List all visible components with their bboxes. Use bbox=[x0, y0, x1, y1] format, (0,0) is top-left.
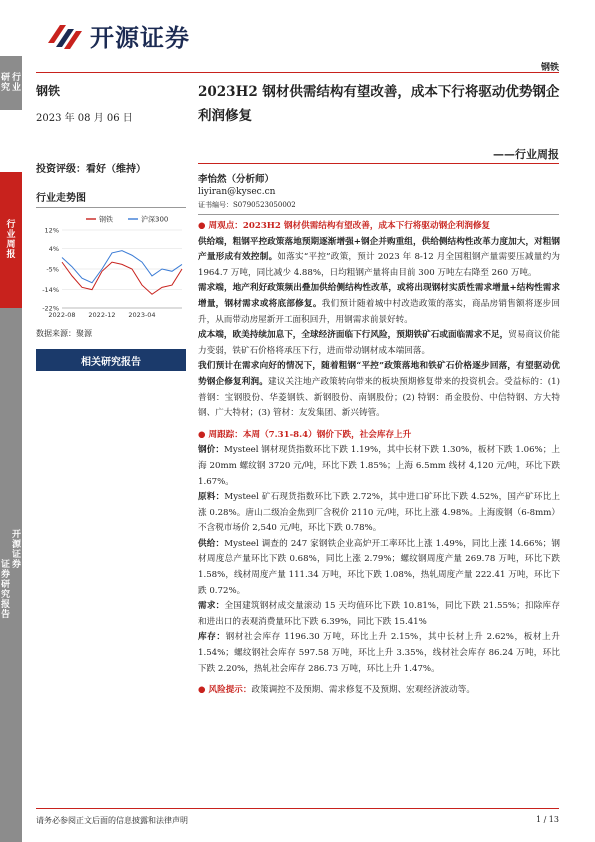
paragraph-price bbox=[198, 443, 560, 490]
paragraph-cost bbox=[198, 328, 560, 359]
bullet-icon: ● bbox=[198, 685, 206, 696]
weekly-heading-text: 周跟踪：本周（7.31-8.4）钢价下跌，社会库存上升 bbox=[208, 429, 412, 440]
paragraph-demand-bold: 需求端，地产利好政策频出叠加供给侧结构性改革，或将出现钢材实质性需求增量+结构性需求增量，钢材需求或将底部修复。 bbox=[198, 283, 560, 309]
supply-label: 供给： bbox=[198, 538, 225, 549]
legend-label: 钢铁 bbox=[99, 215, 113, 224]
brand-logo bbox=[44, 18, 190, 53]
y-tick-label: -22% bbox=[42, 304, 59, 313]
left-column bbox=[36, 80, 186, 371]
report-type: ——行业周报 bbox=[493, 148, 559, 161]
sector-name: 钢铁 bbox=[36, 84, 61, 98]
related-reports-button[interactable]: 相关研究报告 bbox=[36, 349, 186, 371]
paragraph-cost-text: 贸易商议价能力变弱，铁矿石价格将承压下行，进而带动钢材成本端回落。 bbox=[198, 330, 560, 356]
paragraph-outlook-text: 建议关注地产政策转向带来的板块预期修复带来的投资机会。受益标的：(1) 普钢：宝钢股份、华菱钢铁、新钢股份、南钢股份；(2) 特钢：甬金股份、中信特钢、方大特钢、广大特材；(3) 管材：友发集团、新兴铸管。 bbox=[198, 376, 560, 419]
stock-label: 库存： bbox=[198, 632, 226, 643]
title-rule bbox=[198, 163, 559, 164]
page-number: 1 / 13 bbox=[535, 815, 559, 824]
risk-heading-text: 风险提示： bbox=[208, 685, 252, 696]
paragraph-outlook-bold: 我们预计在需求向好的情况下，随着粗钢“平控”政策落地和铁矿石价格逐步回落，有望驱动优势钢企修复利润。 bbox=[198, 361, 560, 387]
y-tick-label: -14% bbox=[42, 286, 59, 295]
y-tick-label: 12% bbox=[44, 226, 59, 235]
paragraph-demand bbox=[198, 281, 560, 328]
paragraph-demand-weekly bbox=[198, 599, 560, 630]
viewpoint-heading-text: 周观点：2023H2 钢材供需结构有望改善，成本下行将驱动钢企利润修复 bbox=[208, 221, 491, 231]
x-tick-label: 2022-08 bbox=[48, 311, 76, 319]
raw-label: 原料： bbox=[198, 492, 225, 503]
industry-tag: 钢铁 bbox=[540, 63, 559, 73]
paragraph-outlook bbox=[198, 359, 560, 421]
report-title: 2023H2 钢材供需结构有望改善，成本下行将驱动优势钢企利润修复 bbox=[198, 84, 560, 124]
paragraph-raw bbox=[198, 490, 560, 537]
side-band-weekly: 行 业 周 报 bbox=[0, 172, 22, 308]
price-label: 钢价： bbox=[198, 445, 225, 456]
demand-text: 全国建筑钢材成交量滚动 15 天均值环比下跌 10.81%，同比下跌 21.55%；扣除库存和进出口的表观消费量环比下跌 6.39%，同比下跌 15.41% bbox=[198, 601, 560, 627]
analyst-block bbox=[198, 173, 296, 212]
supply-text: Mysteel 调查的 247 家钢铁企业高炉开工率环比上涨 1.49%，同比上涨 14.66%；钢材周度总产量环比下跌 0.68%，同比上涨 2.79%；螺纹钢周度产量 269.78 万吨，环比下跌 1.58%，线材周度产量 111.34 万吨，环比下跌 1.08%，热轧周度产量 222.41 万吨，环比下跌 0.72%。 bbox=[198, 538, 560, 596]
paragraph-supply-text: 如落实“平控”政策，预计 2023 年 8-12 月全国粗钢产量需要压减量约为 1964.7 万吨，同比减少 4.88%，日均粗钢产量将由目前 300 万吨左右降至 260 万吨。 bbox=[198, 252, 560, 278]
bullet-icon: ● bbox=[198, 221, 206, 231]
series-line-1 bbox=[62, 251, 182, 283]
analyst-name: 李怡然（分析师） bbox=[198, 174, 275, 185]
data-source: 数据来源：聚源 bbox=[36, 329, 92, 338]
x-tick-label: 2022-12 bbox=[88, 311, 116, 319]
trend-chart-title: 行业走势图 bbox=[36, 189, 186, 208]
paragraph-demand-text: 我们预计随着城中村改造政策的落实，商品房销售额将逐步回升，从而带动房屋新开工面积回升，用钢需求前景好转。 bbox=[198, 298, 560, 325]
report-body bbox=[198, 219, 560, 699]
investment-rating: 投资评级：看好（维持） bbox=[36, 164, 146, 175]
bullet-icon: ● bbox=[198, 429, 206, 440]
y-tick-label: 4% bbox=[48, 244, 59, 253]
footer-disclaimer: 请务必参阅正文后面的信息披露和法律声明 bbox=[36, 816, 188, 825]
y-tick-label: -5% bbox=[46, 265, 59, 274]
raw-text: Mysteel 矿石现货指数环比下跌 2.72%，其中进口矿环比下跌 4.52%，国产矿环比上涨 0.28%。唐山二级冶金焦到厂含税价 2110 元/吨，环比上涨 4.98%。上海废钢（6-8mm）不含税市场价 2,540 元/吨，环比下跌 0.78%。 bbox=[198, 492, 560, 534]
report-date: 2023 年 08 月 06 日 bbox=[36, 113, 133, 124]
footer-rule bbox=[36, 808, 559, 809]
risk-text: 政策调控不及预期、需求修复不及预期、宏观经济波动等。 bbox=[251, 685, 475, 696]
paragraph-supply-weekly bbox=[198, 537, 560, 599]
paragraph-supply bbox=[198, 235, 560, 282]
top-rule bbox=[36, 72, 559, 73]
analyst-rule bbox=[198, 214, 559, 215]
price-text: Mysteel 钢材现货指数环比下跌 1.19%，其中长材下跌 1.30%，板材下跌 1.06%；上海 20mm 螺纹钢 3720 元/吨，环比下跌 1.85%；上海 6.5mm 线材 4,120 元/吨，环比下跌 1.67%。 bbox=[198, 445, 560, 487]
weekly-heading bbox=[198, 428, 560, 444]
paragraph-stock bbox=[198, 630, 560, 677]
analyst-email[interactable]: liyiran@kysec.cn bbox=[198, 187, 276, 197]
trend-chart-svg bbox=[36, 212, 186, 324]
x-tick-label: 2023-04 bbox=[128, 311, 156, 319]
risk-heading bbox=[198, 685, 251, 695]
brand-logo-icon bbox=[44, 21, 84, 51]
viewpoint-heading bbox=[198, 219, 560, 235]
trend-chart bbox=[36, 212, 186, 324]
paragraph-cost-bold: 成本端，欧美持续加息下，全球经济面临下行风险，预期铁矿石或面临需求不足， bbox=[198, 330, 509, 341]
brand-name: 开源证券 bbox=[90, 24, 190, 52]
risk-paragraph bbox=[198, 683, 560, 699]
demand-label: 需求： bbox=[198, 601, 225, 612]
stock-text: 钢材社会库存 1196.30 万吨，环比上升 2.15%，其中长材上升 2.62%，板材上升 1.54%；螺纹钢社会库存 597.58 万吨，环比上升 3.35%，线材社会库存 86.24 万吨，环比下跌 2.20%，热轧社会库存 286.73 万吨，环比上升 1.47%。 bbox=[198, 632, 560, 674]
side-band-industry-research: 行 业 研 究 bbox=[0, 56, 22, 110]
side-band-securities-research: 开 源 证 券 证 券 研 究 报 告 bbox=[0, 308, 22, 842]
analyst-cert: 证书编号：S0790523050002 bbox=[198, 201, 296, 209]
legend-label: 沪深300 bbox=[141, 215, 169, 224]
paragraph-supply-bold: 供给端，粗钢平控政策落地预期逐渐增强+钢企并购重组，供给侧结构性改革力度加大，对粗钢产量形成有效控制。 bbox=[198, 236, 560, 263]
